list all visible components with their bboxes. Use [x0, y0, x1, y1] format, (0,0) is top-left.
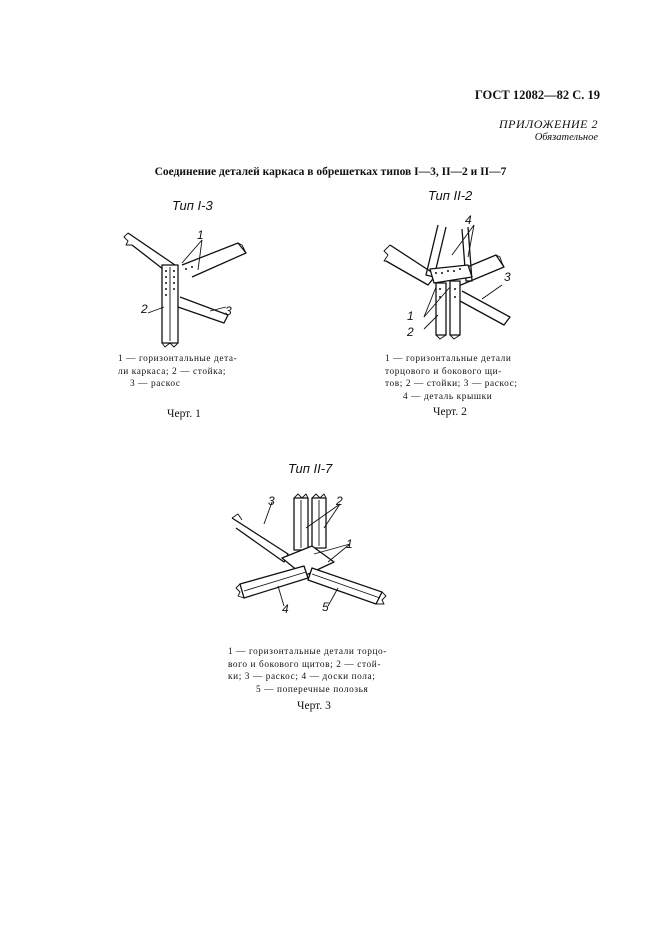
figure-3-caption: [228, 646, 394, 696]
figure-1-type-label: Тип I-3: [172, 198, 213, 213]
caption-line: 4 — деталь крышки: [403, 391, 493, 402]
caption-line: 1 — горизонтальные дета-: [118, 354, 238, 364]
figure-3-type-label: Тип II-7: [288, 461, 333, 476]
caption-line: 1 — горизонтальные детали: [385, 354, 512, 364]
page-title: Соединение деталей каркаса в обрешетках типов I—3, II—2 и II—7: [154, 166, 507, 178]
appendix-title: ПРИЛОЖЕНИЕ 2: [499, 117, 598, 131]
figure-3-callout-4: 4: [282, 602, 289, 616]
figure-2-callout-4: 4: [465, 213, 472, 227]
caption-line: 3 — раскос: [130, 379, 181, 389]
caption-line: торцового и бокового щи-: [385, 366, 502, 377]
figure-1-number: Черт. 1: [167, 408, 201, 420]
figure-2-callout-3: 3: [504, 270, 511, 284]
figure-2-callout-2: 2: [407, 325, 414, 339]
standard-page-reference: ГОСТ 12082—82 С. 19: [474, 88, 600, 102]
figure-2-caption: [385, 353, 518, 403]
figure-3-callout-3: 3: [268, 494, 275, 508]
caption-line: 1 — горизонтальные детали торцо-: [228, 647, 387, 657]
appendix-status: Обязательное: [534, 132, 598, 143]
figure-3-number: Черт. 3: [297, 700, 331, 712]
caption-line: ли каркаса; 2 — стойка;: [118, 366, 227, 377]
figure-3-callout-2: 2: [336, 494, 343, 508]
figure-1-callout-3: 3: [225, 304, 232, 318]
figure-1-callout-1: 1: [197, 228, 204, 242]
caption-line: вого и бокового щитов; 2 — стой-: [228, 659, 382, 670]
caption-line: 5 — поперечные полозья: [256, 684, 369, 695]
figure-1-callout-2: 2: [141, 302, 148, 316]
figure-3-callout-5: 5: [322, 600, 329, 614]
figure-3-callout-1: 1: [346, 537, 353, 551]
figure-2-callout-1: 1: [407, 309, 414, 323]
figure-1-drawing: [120, 215, 260, 355]
figure-1-caption: [118, 353, 248, 391]
caption-line: тов; 2 — стойки; 3 — раскос;: [385, 379, 518, 389]
caption-line: ки; 3 — раскос; 4 — доски пола;: [228, 672, 376, 682]
figure-2-type-label: Тип II-2: [428, 188, 473, 203]
figure-3-drawing: [228, 488, 398, 623]
figure-2-number: Черт. 2: [433, 406, 467, 418]
